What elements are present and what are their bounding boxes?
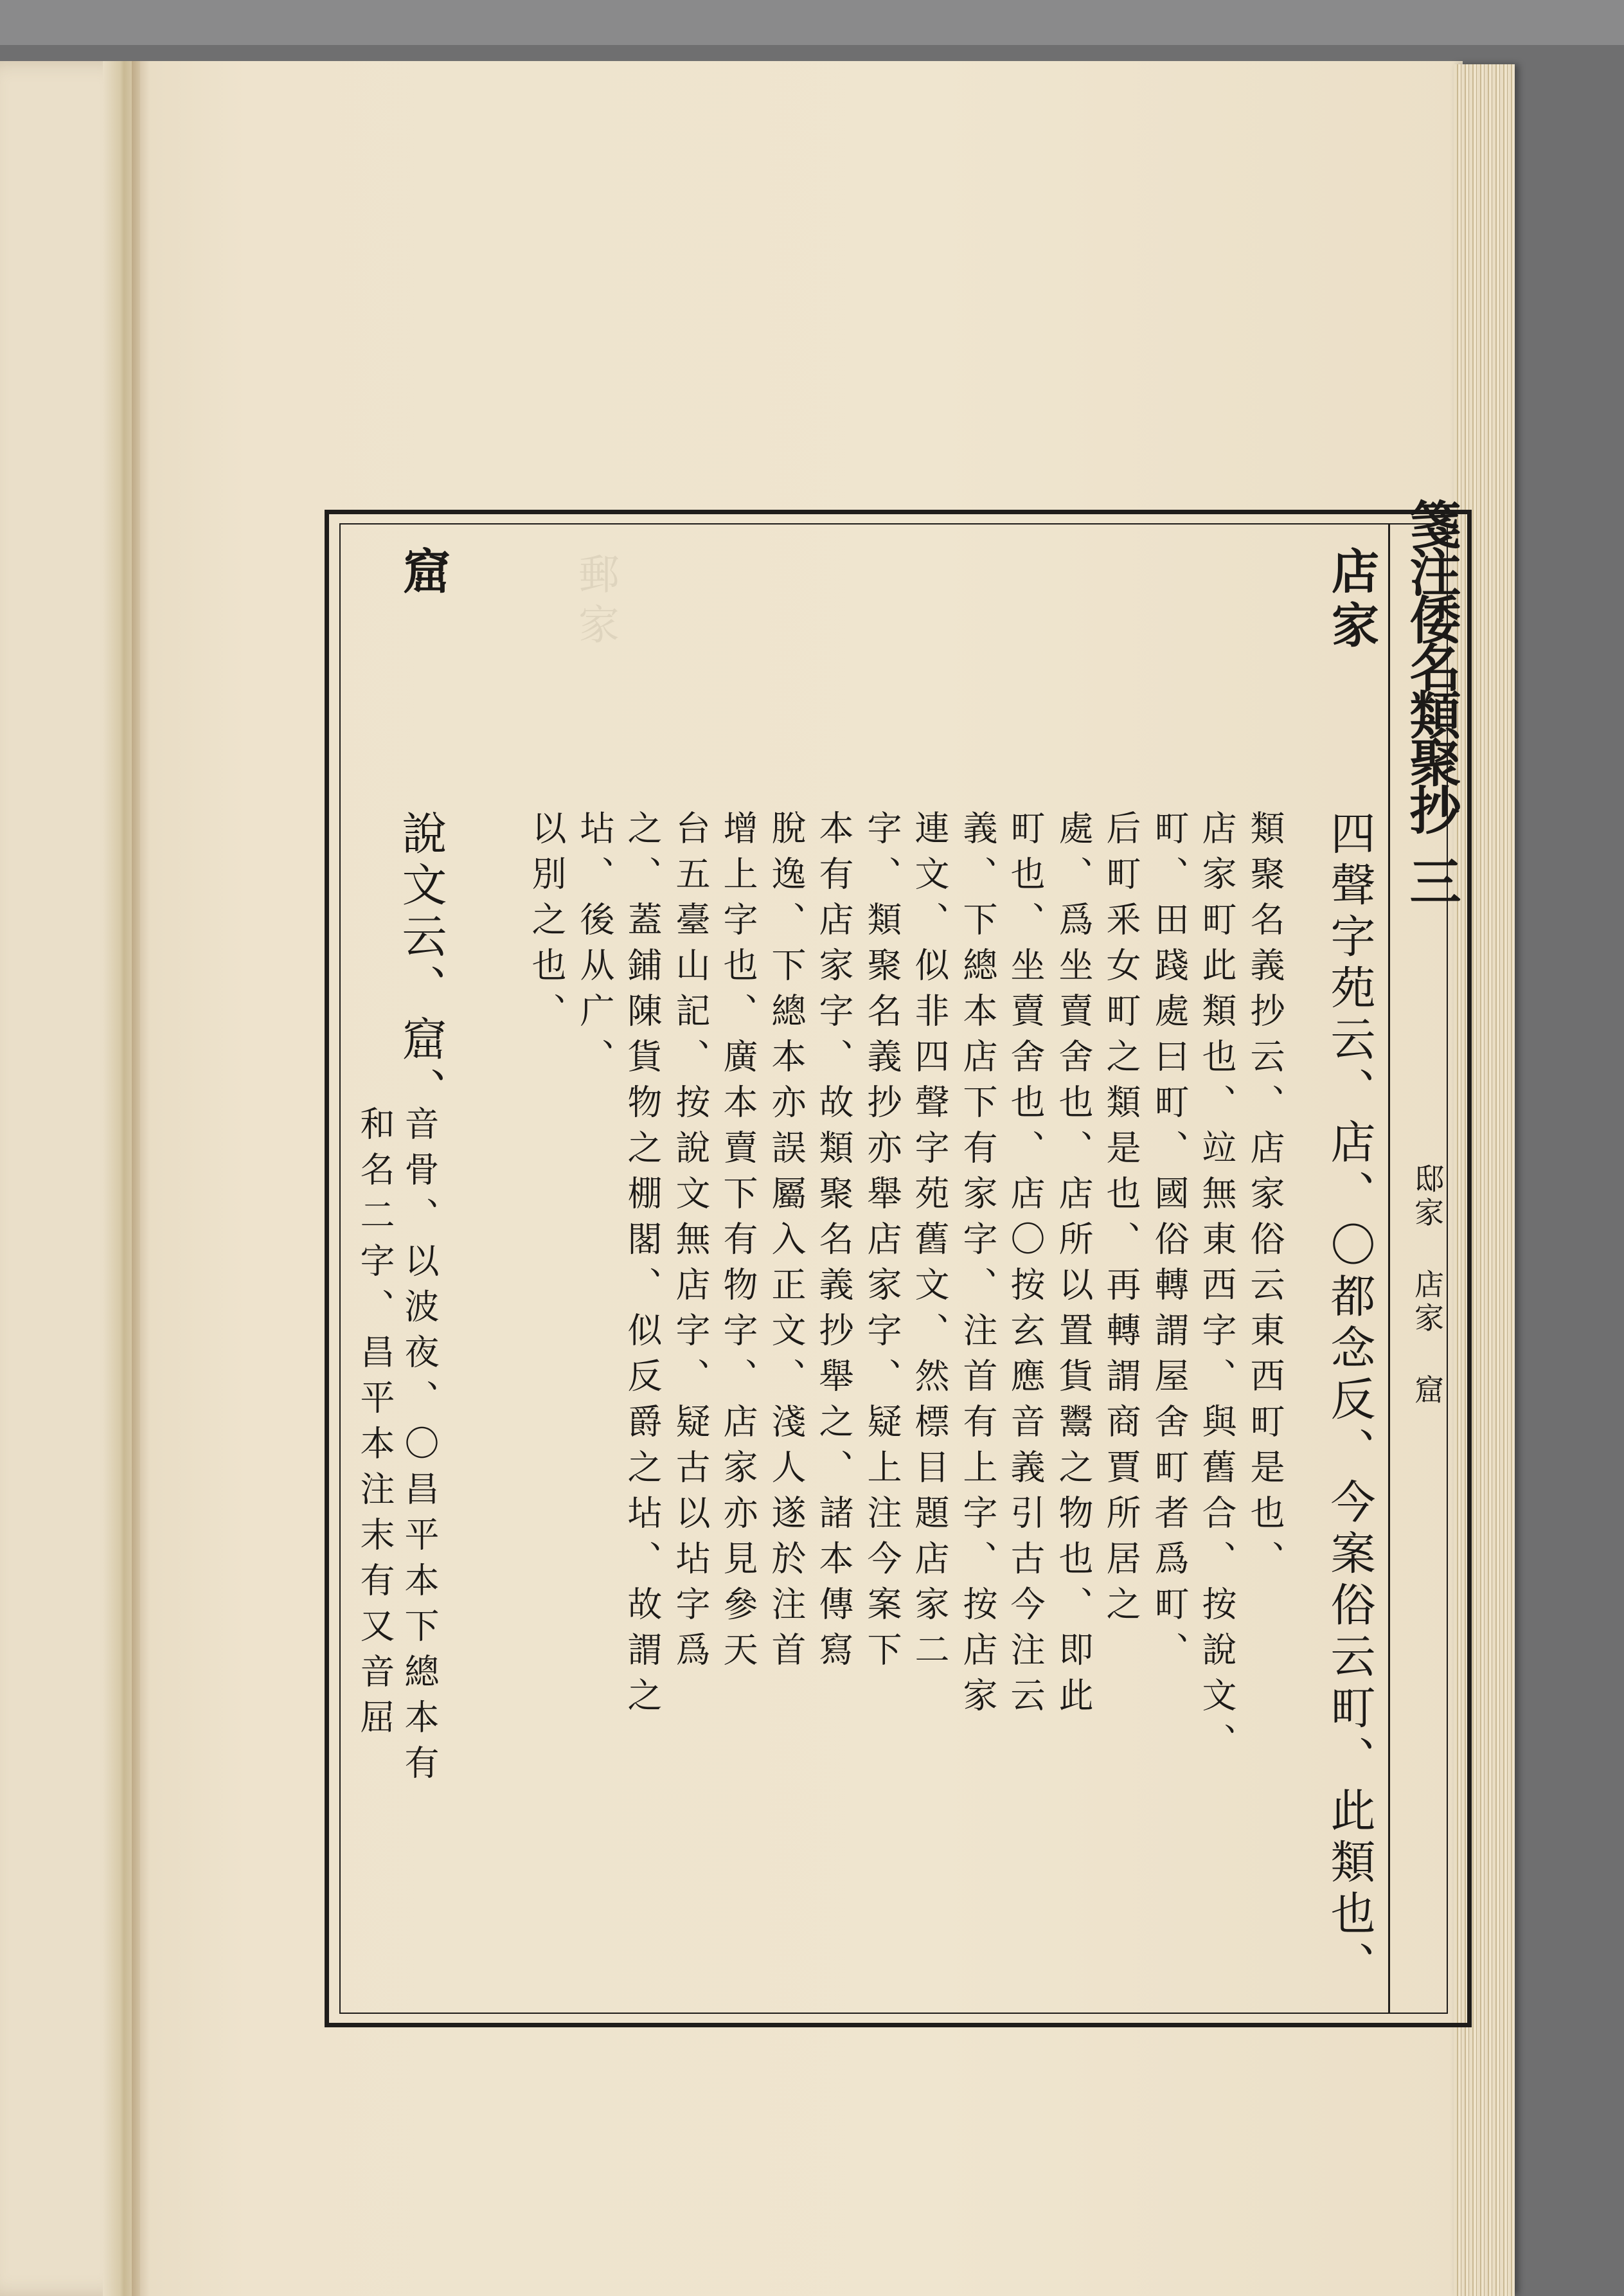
entry-heading: 窟 bbox=[395, 546, 451, 600]
text-column: 后町釆女町之類是也、再轉謂商賈所居之 bbox=[1101, 810, 1141, 1631]
background-top bbox=[0, 0, 1624, 45]
entry-heading: 店家 bbox=[1324, 546, 1379, 654]
text-column: 四聲字苑云、店、〇都念反、今案俗云町、此類也、 bbox=[1323, 810, 1376, 1993]
text-column: 類聚名義抄云、店家俗云東西町是也、 bbox=[1245, 810, 1285, 1586]
text-column: 增上字也、廣本賣下有物字、店家亦見參天 bbox=[718, 810, 758, 1677]
text-column: 坫、後从广、 bbox=[575, 810, 615, 1084]
text-column: 店家町此類也、竝無東西字、與舊合、按說文、 bbox=[1197, 810, 1237, 1768]
text-column: 台五臺山記、按說文無店字、疑古以坫字爲 bbox=[670, 810, 711, 1677]
text-column: 本有店家字、故類聚名義抄舉之、諸本傳寫 bbox=[814, 810, 854, 1677]
section-contents: 邸家 店家 窟 bbox=[1410, 1163, 1445, 1408]
text-column: 町、田踐處曰町、國俗轉謂屋舍町者爲町、 bbox=[1149, 810, 1190, 1677]
running-title: 箋注倭名類聚抄 bbox=[1401, 498, 1461, 831]
volume-number: 三 bbox=[1401, 855, 1461, 902]
margin-rule bbox=[1388, 523, 1390, 2014]
text-column: 字、類聚名義抄亦舉店家字、疑上注今案下 bbox=[862, 810, 902, 1677]
text-column: 和名二字、昌平本注末有又音屈 bbox=[355, 1106, 395, 1744]
text-column: 義、下總本店下有家字、注首有上字、按店家 bbox=[958, 810, 998, 1723]
text-column: 以別之也、 bbox=[526, 810, 567, 1038]
text-column: 之、蓋鋪陳貨物之棚閣、似反爵之坫、故謂之 bbox=[622, 810, 663, 1723]
bleed-through: 郵家 bbox=[571, 553, 619, 653]
text-column: 音骨、以波夜、〇昌平本下總本有 bbox=[399, 1106, 440, 1790]
text-column: 連文、似非四聲字苑舊文、然標目題店家二 bbox=[909, 810, 950, 1677]
text-column: 脫逸、下總本亦誤屬入正文、淺人遂於注首 bbox=[766, 810, 807, 1677]
text-column: 處、爲坐賣舍也、店所以置貨鬻之物也、即此 bbox=[1053, 810, 1094, 1723]
text-column: 町也、坐賣舍也、店〇按玄應音義引古今注云 bbox=[1005, 810, 1046, 1723]
text-column: 說文云、窟、 bbox=[395, 810, 447, 1118]
binding-gutter bbox=[132, 61, 150, 2296]
